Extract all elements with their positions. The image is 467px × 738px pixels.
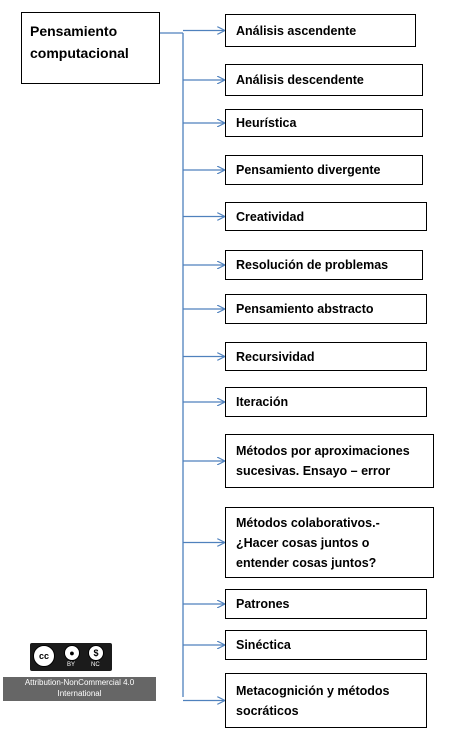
node-metodos-colaborativos	[225, 507, 434, 578]
node-label: Pensamiento divergente	[236, 163, 381, 177]
node-label: Resolución de problemas	[236, 258, 389, 272]
node-label: Patrones	[236, 597, 290, 611]
node-recursividad	[225, 342, 427, 371]
node-iteracion	[225, 387, 427, 417]
node-analisis-descendente	[225, 64, 423, 96]
node-metacognicion	[225, 673, 427, 728]
node-label: Análisis descendente	[236, 73, 364, 87]
attribution-icon: ●	[64, 645, 80, 661]
node-label: Métodos colaborativos.- ¿Hacer cosas juntos o entender cosas juntos?	[236, 515, 380, 570]
node-label: Metacognición y métodos socráticos	[236, 683, 390, 718]
node-label: Iteración	[236, 395, 289, 409]
cc-icon: cc	[33, 645, 55, 667]
license-text: Attribution-NonCommercial 4.0 International	[3, 677, 156, 701]
node-label: Análisis ascendente	[236, 23, 357, 38]
node-patrones	[225, 589, 427, 619]
node-label: Pensamiento abstracto	[236, 302, 374, 316]
node-pensamiento-abstracto	[225, 294, 427, 324]
noncommercial-icon: $	[88, 645, 104, 661]
node-heuristica	[225, 109, 423, 137]
node-analisis-ascendente	[225, 14, 416, 47]
badge-nc-label: NC	[91, 662, 100, 668]
node-label: Métodos por aproximaciones sucesivas. Ensayo – error	[236, 444, 410, 478]
node-pensamiento-divergente	[225, 155, 423, 185]
root-label: Pensamiento computacional	[30, 23, 129, 61]
cc-license-badge[interactable]	[30, 643, 112, 671]
node-label: Creatividad	[236, 209, 305, 224]
node-metodos-aproximaciones	[225, 434, 434, 488]
badge-by-label: BY	[67, 662, 76, 668]
node-creatividad	[225, 202, 427, 231]
node-label: Heurística	[236, 116, 297, 130]
node-label: Recursividad	[236, 349, 315, 364]
node-label: Sinéctica	[236, 638, 291, 652]
node-resolucion-de-problemas	[225, 250, 423, 280]
node-sinectica	[225, 630, 427, 660]
root-node	[21, 12, 160, 84]
